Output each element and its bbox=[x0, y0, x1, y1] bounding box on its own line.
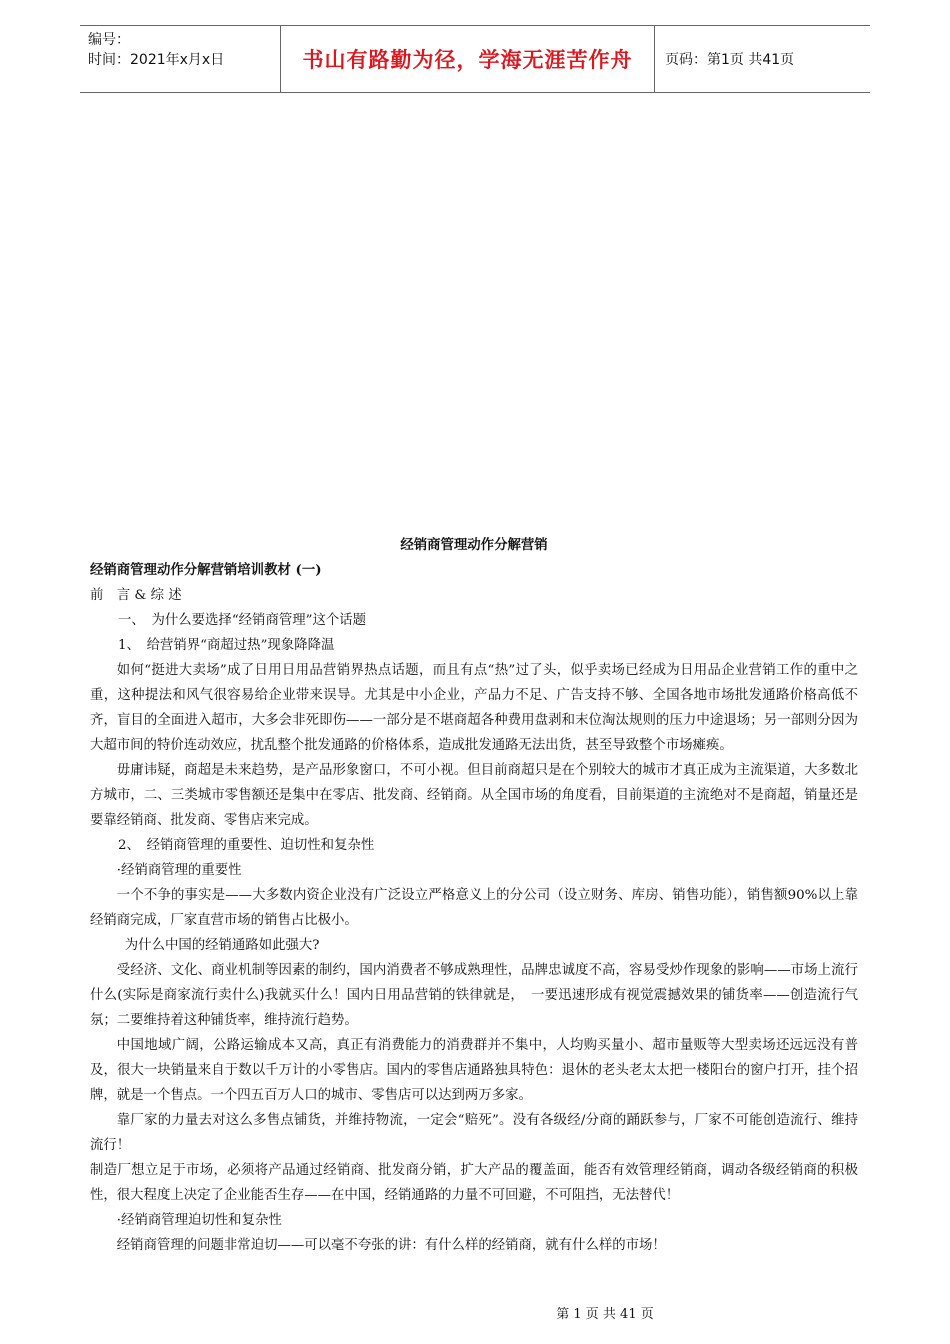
time-label: 时间：2021年x月x日 bbox=[88, 52, 225, 68]
document-subtitle: 经销商管理动作分解营销培训教材 (一) bbox=[90, 562, 322, 578]
document-title: 经销商管理动作分解营销 bbox=[400, 537, 548, 553]
motto-text: 书山有路勤为径，学海无涯苦作舟 bbox=[302, 48, 633, 72]
page-info-cell bbox=[655, 26, 870, 92]
section-heading-preface: 前 言 & 综 述 bbox=[90, 588, 182, 603]
section-heading-1: 一、 为什么要选择“经销商管理”这个话题 bbox=[118, 613, 367, 628]
page-footer: 第 1 页 共 41 页 bbox=[556, 1307, 654, 1322]
body-paragraph: 靠厂家的力量去对这么多售点铺货，并维持物流，一定会“赔死”。没有各级经/分商的踊跃参与，厂家不可能创造流行、维持流行！ bbox=[90, 1113, 858, 1153]
motto-cell bbox=[281, 26, 655, 92]
bullet-heading: ·经销商管理迫切性和复杂性 bbox=[116, 1213, 282, 1228]
bullet-heading: ·经销商管理的重要性 bbox=[116, 863, 242, 878]
subsection-heading-1: 1、 给营销界“商超过热”现象降降温 bbox=[118, 638, 335, 653]
body-paragraph: 经销商管理的问题非常迫切——可以毫不夸张的讲：有什么样的经销商，就有什么样的市场！ bbox=[116, 1238, 666, 1253]
body-paragraph: 一个不争的事实是——大多数内资企业没有广泛设立严格意义上的分公司（设立财务、库房、销售功能），销售额90%以上靠经销商完成，厂家直营市场的销售占比极小。 bbox=[90, 888, 858, 928]
body-paragraph: 如何“挺进大卖场”成了日用日用品营销界热点话题，而且有点“热”过了头，似乎卖场已经成为日用品企业营销工作的重中之重，这种提法和风气很容易给企业带来误导。尤其是中小企业，产品力不足、广告支持不够、全国各地市场批发通路价格高低不齐，盲目的全面进入超市，大多会非死即伤——一部分是不堪商超各种费用盘剥和末位淘汰规则的压力中途退场；另一部则分因为大超市间的特价连动效应，扰乱整个批发通路的价格体系，造成批发通路无法出货，甚至导致整个市场瘫痪。 bbox=[90, 663, 858, 753]
page-info-text: 页码：第1页 共41页 bbox=[665, 52, 795, 68]
question-line: 为什么中国的经销通路如此强大? bbox=[124, 938, 320, 953]
body-paragraph: 中国地域广阔，公路运输成本又高，真正有消费能力的消费群并不集中，人均购买量小、超市量贩等大型卖场还远远没有普及，很大一块销量来自于数以千万计的小零售店。国内的零售店通路独具特色：退休的老头老太太把一楼阳台的窗户打开，挂个招牌，就是一个售点。一个四五百万人口的城市、零售店可以达到两万多家。 bbox=[90, 1038, 858, 1103]
document-body bbox=[90, 533, 858, 1258]
body-paragraph: 毋庸讳疑，商超是未来趋势，是产品形象窗口，不可小视。但目前商超只是在个别较大的城市才真正成为主流渠道，大多数北方城市，二、三类城市零售额还是集中在零店、批发商、经销商。从全国市场的角度看，目前渠道的主流绝对不是商超，销量还是要靠经销商、批发商、零售店来完成。 bbox=[90, 763, 858, 828]
header-meta-cell bbox=[80, 26, 281, 92]
body-paragraph: 制造厂想立足于市场，必须将产品通过经销商、批发商分销，扩大产品的覆盖面，能否有效管理经销商，调动各级经销商的积极性，很大程度上决定了企业能否生存——在中国，经销通路的力量不可回避，不可阻挡，无法替代！ bbox=[90, 1163, 858, 1203]
header-table bbox=[80, 25, 870, 93]
body-paragraph: 受经济、文化、商业机制等因素的制约，国内消费者不够成熟理性，品牌忠诚度不高，容易受炒作现象的影响——市场上流行什么(实际是商家流行卖什么)我就买什么！国内日用品营销的铁律就是， 一要迅速形成有视觉震撼效果的铺货率——创造流行气氛；二要维持着这种铺货率，维持流行趋势。 bbox=[90, 963, 858, 1028]
serial-label: 编号： bbox=[88, 32, 130, 48]
subsection-heading-2: 2、 经销商管理的重要性、迫切性和复杂性 bbox=[118, 838, 375, 853]
